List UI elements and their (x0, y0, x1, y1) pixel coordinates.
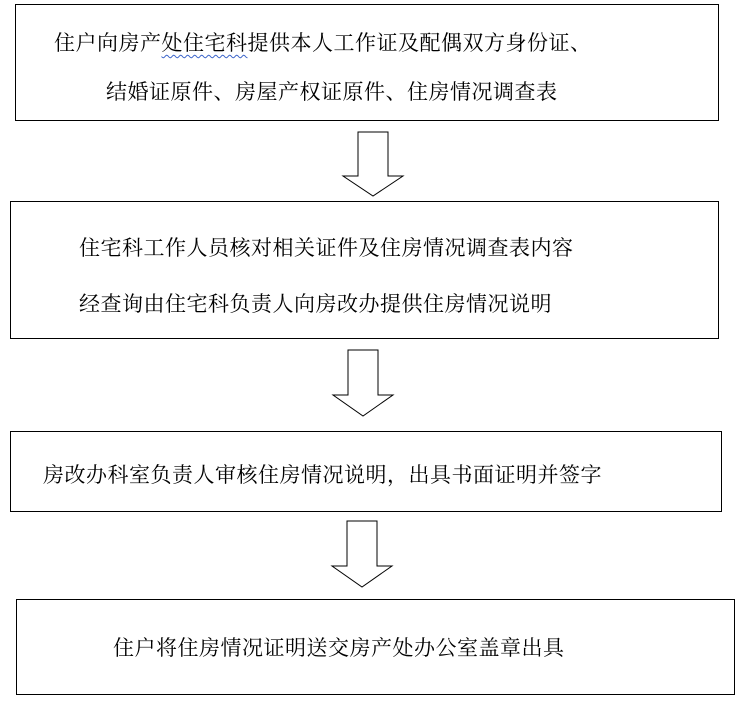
step-1-line-2: 结婚证原件、房屋产权证原件、住房情况调查表 (106, 80, 558, 104)
step-1-line-1-prefix: 住户向房产 (54, 31, 162, 55)
step-4-box (16, 599, 735, 695)
step-4-line-1: 住户将住房情况证明送交房产处办公室盖章出具 (113, 636, 565, 660)
step-1-line-1-suffix: 提供本人工作证及配偶双方身份证、 (247, 31, 592, 55)
step-3-box (10, 431, 722, 512)
down-arrow-2 (331, 350, 397, 418)
step-1-line-1 (54, 27, 592, 57)
step-1-line-1-underlined-text: 处住宅科 (161, 31, 248, 55)
down-arrow-3 (330, 521, 396, 589)
step-2-box (10, 201, 719, 339)
step-3-line-1: 房改办科室负责人审核住房情况说明，出具书面证明并签字 (43, 463, 602, 487)
down-arrow-1 (341, 132, 407, 198)
step-2-line-2: 经查询由住宅科负责人向房改办提供住房情况说明 (79, 292, 552, 316)
step-1-box (15, 4, 719, 121)
step-2-line-1: 住宅科工作人员核对相关证件及住房情况调查表内容 (79, 236, 574, 260)
